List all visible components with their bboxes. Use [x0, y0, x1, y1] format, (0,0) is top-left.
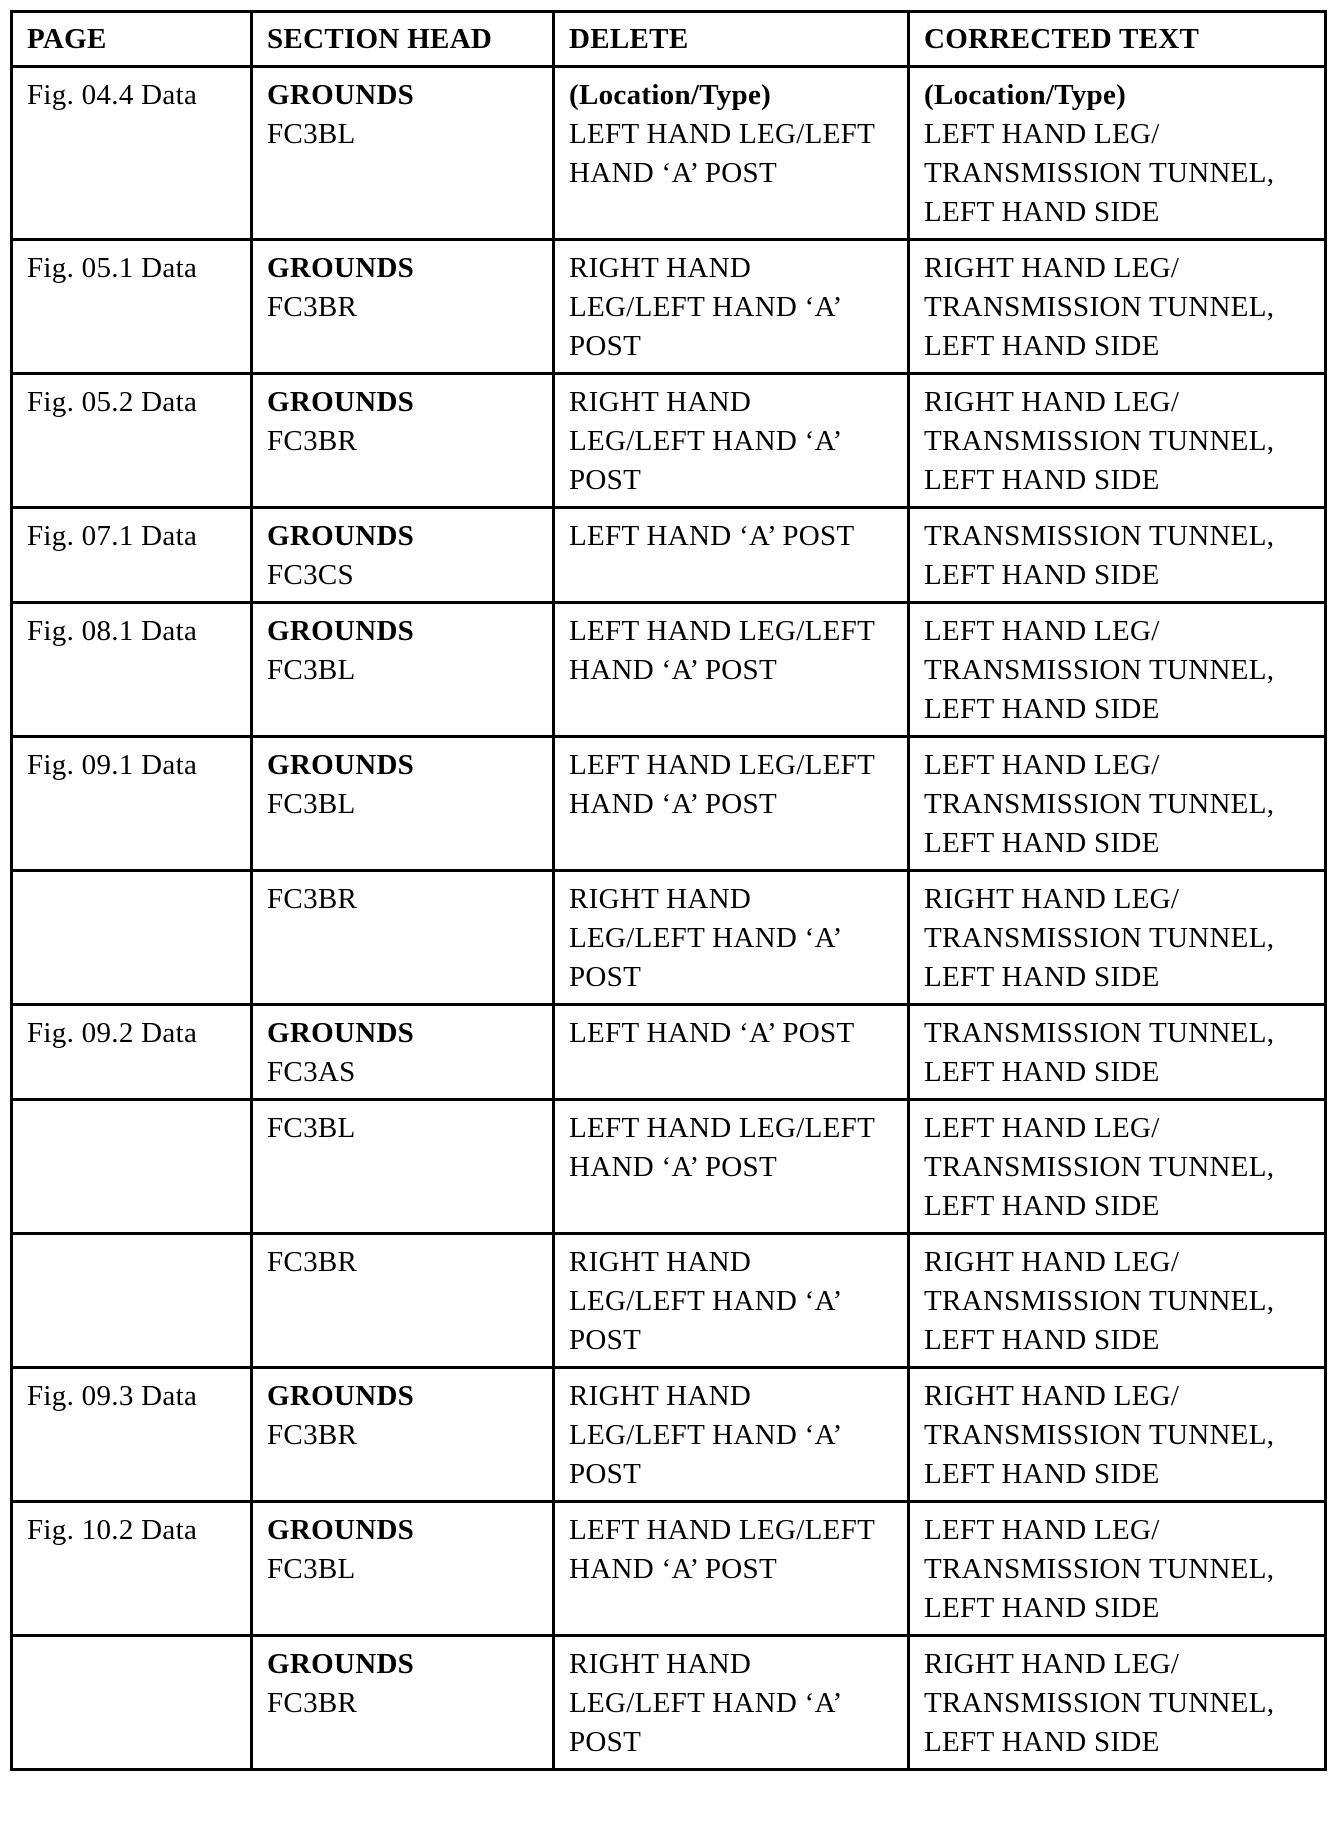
- page-reference: Fig. 09.2 Data: [27, 1017, 198, 1049]
- section-code: FC3BR: [267, 1419, 358, 1451]
- section-code: FC3BR: [267, 425, 358, 457]
- section-title: GROUNDS: [267, 1017, 415, 1049]
- corrected-text-line: TRANSMISSION TUNNEL,: [924, 291, 1275, 323]
- header-page: PAGE: [12, 12, 252, 67]
- cell-corrected-text: [909, 67, 1326, 240]
- corrected-text-line: LEFT HAND LEG/: [924, 615, 1160, 647]
- delete-text-line: POST: [569, 1726, 642, 1758]
- delete-text-line: LEFT HAND LEG/LEFT: [569, 118, 876, 150]
- delete-text-line: RIGHT HAND: [569, 1246, 752, 1278]
- cell-corrected-text: [909, 1100, 1326, 1234]
- delete-text-line: LEFT HAND LEG/LEFT: [569, 749, 876, 781]
- corrected-text-line: RIGHT HAND LEG/: [924, 1380, 1180, 1412]
- corrected-text-line: LEFT HAND LEG/: [924, 749, 1160, 781]
- corrected-text-line: TRANSMISSION TUNNEL,: [924, 1687, 1275, 1719]
- cell-section-head: [252, 1636, 554, 1770]
- corrected-text-line: TRANSMISSION TUNNEL,: [924, 922, 1275, 954]
- cell-corrected-text: [909, 1234, 1326, 1368]
- header-section-head: SECTION HEAD: [252, 12, 554, 67]
- cell-section-head: [252, 737, 554, 871]
- delete-text-line: POST: [569, 961, 642, 993]
- table-row: [12, 1502, 1326, 1636]
- cell-page: [12, 1100, 252, 1234]
- header-delete: DELETE: [554, 12, 909, 67]
- page-reference: [27, 1645, 240, 1684]
- cell-delete: [554, 1502, 909, 1636]
- section-code: FC3BL: [267, 1553, 356, 1585]
- delete-text-line: POST: [569, 1458, 642, 1490]
- cell-corrected-text: [909, 240, 1326, 374]
- page-reference: Fig. 10.2 Data: [27, 1514, 198, 1546]
- delete-text-line: HAND ‘A’ POST: [569, 654, 777, 686]
- cell-section-head: [252, 374, 554, 508]
- delete-text-line: LEG/LEFT HAND ‘A’: [569, 1419, 843, 1451]
- corrected-text-line: TRANSMISSION TUNNEL,: [924, 1553, 1275, 1585]
- corrected-text-line: LEFT HAND SIDE: [924, 1324, 1160, 1356]
- page-reference: Fig. 07.1 Data: [27, 520, 198, 552]
- corrected-text-line: RIGHT HAND LEG/: [924, 1648, 1180, 1680]
- corrected-text-line: TRANSMISSION TUNNEL,: [924, 654, 1275, 686]
- section-title: GROUNDS: [267, 749, 415, 781]
- delete-text-line: HAND ‘A’ POST: [569, 1151, 777, 1183]
- corrected-text-line: LEFT HAND SIDE: [924, 1056, 1160, 1088]
- table-body: [12, 67, 1326, 1770]
- cell-delete: [554, 240, 909, 374]
- cell-delete: [554, 603, 909, 737]
- cell-page: [12, 1502, 252, 1636]
- table-row: [12, 1100, 1326, 1234]
- section-code: FC3BR: [267, 291, 358, 323]
- cell-corrected-text: [909, 508, 1326, 603]
- page-reference: [27, 1243, 240, 1282]
- cell-delete: [554, 871, 909, 1005]
- page-reference: Fig. 09.1 Data: [27, 749, 198, 781]
- corrected-text-line: LEFT HAND SIDE: [924, 464, 1160, 496]
- corrected-text-line: LEFT HAND LEG/: [924, 1514, 1160, 1546]
- delete-text-line: LEG/LEFT HAND ‘A’: [569, 922, 843, 954]
- corrected-text-line: LEFT HAND SIDE: [924, 196, 1160, 228]
- delete-text-line: HAND ‘A’ POST: [569, 157, 777, 189]
- cell-delete: [554, 374, 909, 508]
- delete-text-line: POST: [569, 464, 642, 496]
- table-row: [12, 1005, 1326, 1100]
- cell-delete: [554, 737, 909, 871]
- corrected-text-line: TRANSMISSION TUNNEL,: [924, 788, 1275, 820]
- section-title: GROUNDS: [267, 520, 415, 552]
- page-reference: Fig. 05.2 Data: [27, 386, 198, 418]
- section-title: GROUNDS: [267, 252, 415, 284]
- cell-page: [12, 1368, 252, 1502]
- corrected-text-line: LEFT HAND SIDE: [924, 1190, 1160, 1222]
- section-title: GROUNDS: [267, 1514, 415, 1546]
- cell-section-head: [252, 1502, 554, 1636]
- table-row: [12, 737, 1326, 871]
- delete-text-line: RIGHT HAND: [569, 386, 752, 418]
- cell-section-head: [252, 603, 554, 737]
- cell-delete: [554, 1005, 909, 1100]
- delete-text-line: HAND ‘A’ POST: [569, 788, 777, 820]
- delete-text-line: POST: [569, 330, 642, 362]
- table-header: [12, 12, 1326, 67]
- table-row: [12, 1368, 1326, 1502]
- cell-delete: [554, 1100, 909, 1234]
- cell-section-head: [252, 871, 554, 1005]
- header-row: [12, 12, 1326, 67]
- cell-corrected-text: [909, 1502, 1326, 1636]
- cell-delete: [554, 1636, 909, 1770]
- corrected-text-line: RIGHT HAND LEG/: [924, 883, 1180, 915]
- table-row: [12, 67, 1326, 240]
- corrected-text-line: LEFT HAND SIDE: [924, 1726, 1160, 1758]
- header-corrected-text: CORRECTED TEXT: [909, 12, 1326, 67]
- delete-text-line: LEFT HAND ‘A’ POST: [569, 1017, 855, 1049]
- cell-page: [12, 1005, 252, 1100]
- cell-page: [12, 374, 252, 508]
- corrected-text-line: LEFT HAND SIDE: [924, 693, 1160, 725]
- delete-text-line: HAND ‘A’ POST: [569, 1553, 777, 1585]
- cell-section-head: [252, 1005, 554, 1100]
- page-reference: [27, 1109, 240, 1148]
- corrected-text-line: RIGHT HAND LEG/: [924, 1246, 1180, 1278]
- cell-page: [12, 737, 252, 871]
- section-code: FC3CS: [267, 559, 354, 591]
- delete-text-line: RIGHT HAND: [569, 252, 752, 284]
- page-reference: Fig. 09.3 Data: [27, 1380, 198, 1412]
- cell-corrected-text: [909, 1005, 1326, 1100]
- delete-text-line: LEG/LEFT HAND ‘A’: [569, 1285, 843, 1317]
- table-row: [12, 508, 1326, 603]
- cell-corrected-text: [909, 737, 1326, 871]
- corrected-text-line: TRANSMISSION TUNNEL,: [924, 1285, 1275, 1317]
- cell-page: [12, 1636, 252, 1770]
- corrected-text-line: (Location/Type): [924, 79, 1127, 111]
- delete-text-line: (Location/Type): [569, 79, 772, 111]
- cell-page: [12, 508, 252, 603]
- corrected-text-line: LEFT HAND SIDE: [924, 559, 1160, 591]
- section-title: GROUNDS: [267, 79, 415, 111]
- cell-section-head: [252, 1234, 554, 1368]
- cell-corrected-text: [909, 1636, 1326, 1770]
- page-reference: Fig. 05.1 Data: [27, 252, 198, 284]
- page-reference: Fig. 08.1 Data: [27, 615, 198, 647]
- cell-corrected-text: [909, 1368, 1326, 1502]
- delete-text-line: LEFT HAND ‘A’ POST: [569, 520, 855, 552]
- corrected-text-line: TRANSMISSION TUNNEL,: [924, 425, 1275, 457]
- corrected-text-line: RIGHT HAND LEG/: [924, 386, 1180, 418]
- corrected-text-line: LEFT HAND LEG/: [924, 118, 1160, 150]
- errata-table: [10, 10, 1327, 1771]
- section-code: FC3BR: [267, 1246, 358, 1278]
- page-reference: [27, 880, 240, 919]
- cell-section-head: [252, 508, 554, 603]
- corrected-text-line: LEFT HAND SIDE: [924, 1592, 1160, 1624]
- section-title: GROUNDS: [267, 386, 415, 418]
- table-row: [12, 603, 1326, 737]
- cell-corrected-text: [909, 871, 1326, 1005]
- section-code: FC3BL: [267, 1112, 356, 1144]
- table-row: [12, 374, 1326, 508]
- cell-page: [12, 67, 252, 240]
- cell-delete: [554, 67, 909, 240]
- corrected-text-line: LEFT HAND SIDE: [924, 827, 1160, 859]
- delete-text-line: LEG/LEFT HAND ‘A’: [569, 291, 843, 323]
- table-row: [12, 871, 1326, 1005]
- cell-section-head: [252, 1368, 554, 1502]
- table-row: [12, 1636, 1326, 1770]
- delete-text-line: LEFT HAND LEG/LEFT: [569, 615, 876, 647]
- delete-text-line: RIGHT HAND: [569, 883, 752, 915]
- section-code: FC3BL: [267, 654, 356, 686]
- cell-delete: [554, 1234, 909, 1368]
- cell-section-head: [252, 240, 554, 374]
- page-reference: Fig. 04.4 Data: [27, 79, 198, 111]
- corrected-text-line: TRANSMISSION TUNNEL,: [924, 1419, 1275, 1451]
- delete-text-line: LEFT HAND LEG/LEFT: [569, 1112, 876, 1144]
- cell-corrected-text: [909, 603, 1326, 737]
- delete-text-line: LEFT HAND LEG/LEFT: [569, 1514, 876, 1546]
- cell-page: [12, 603, 252, 737]
- corrected-text-line: LEFT HAND SIDE: [924, 961, 1160, 993]
- table-row: [12, 240, 1326, 374]
- section-code: FC3AS: [267, 1056, 356, 1088]
- cell-page: [12, 240, 252, 374]
- section-code: FC3BR: [267, 1687, 358, 1719]
- cell-corrected-text: [909, 374, 1326, 508]
- cell-section-head: [252, 67, 554, 240]
- delete-text-line: POST: [569, 1324, 642, 1356]
- cell-delete: [554, 1368, 909, 1502]
- delete-text-line: LEG/LEFT HAND ‘A’: [569, 1687, 843, 1719]
- corrected-text-line: RIGHT HAND LEG/: [924, 252, 1180, 284]
- section-title: GROUNDS: [267, 1648, 415, 1680]
- corrected-text-line: TRANSMISSION TUNNEL,: [924, 1151, 1275, 1183]
- delete-text-line: RIGHT HAND: [569, 1380, 752, 1412]
- corrected-text-line: LEFT HAND SIDE: [924, 1458, 1160, 1490]
- section-title: GROUNDS: [267, 1380, 415, 1412]
- section-title: GROUNDS: [267, 615, 415, 647]
- cell-page: [12, 1234, 252, 1368]
- cell-delete: [554, 508, 909, 603]
- delete-text-line: RIGHT HAND: [569, 1648, 752, 1680]
- corrected-text-line: LEFT HAND SIDE: [924, 330, 1160, 362]
- corrected-text-line: TRANSMISSION TUNNEL,: [924, 520, 1275, 552]
- table-row: [12, 1234, 1326, 1368]
- corrected-text-line: LEFT HAND LEG/: [924, 1112, 1160, 1144]
- section-code: FC3BR: [267, 883, 358, 915]
- section-code: FC3BL: [267, 118, 356, 150]
- section-code: FC3BL: [267, 788, 356, 820]
- delete-text-line: LEG/LEFT HAND ‘A’: [569, 425, 843, 457]
- cell-section-head: [252, 1100, 554, 1234]
- corrected-text-line: TRANSMISSION TUNNEL,: [924, 1017, 1275, 1049]
- corrected-text-line: TRANSMISSION TUNNEL,: [924, 157, 1275, 189]
- cell-page: [12, 871, 252, 1005]
